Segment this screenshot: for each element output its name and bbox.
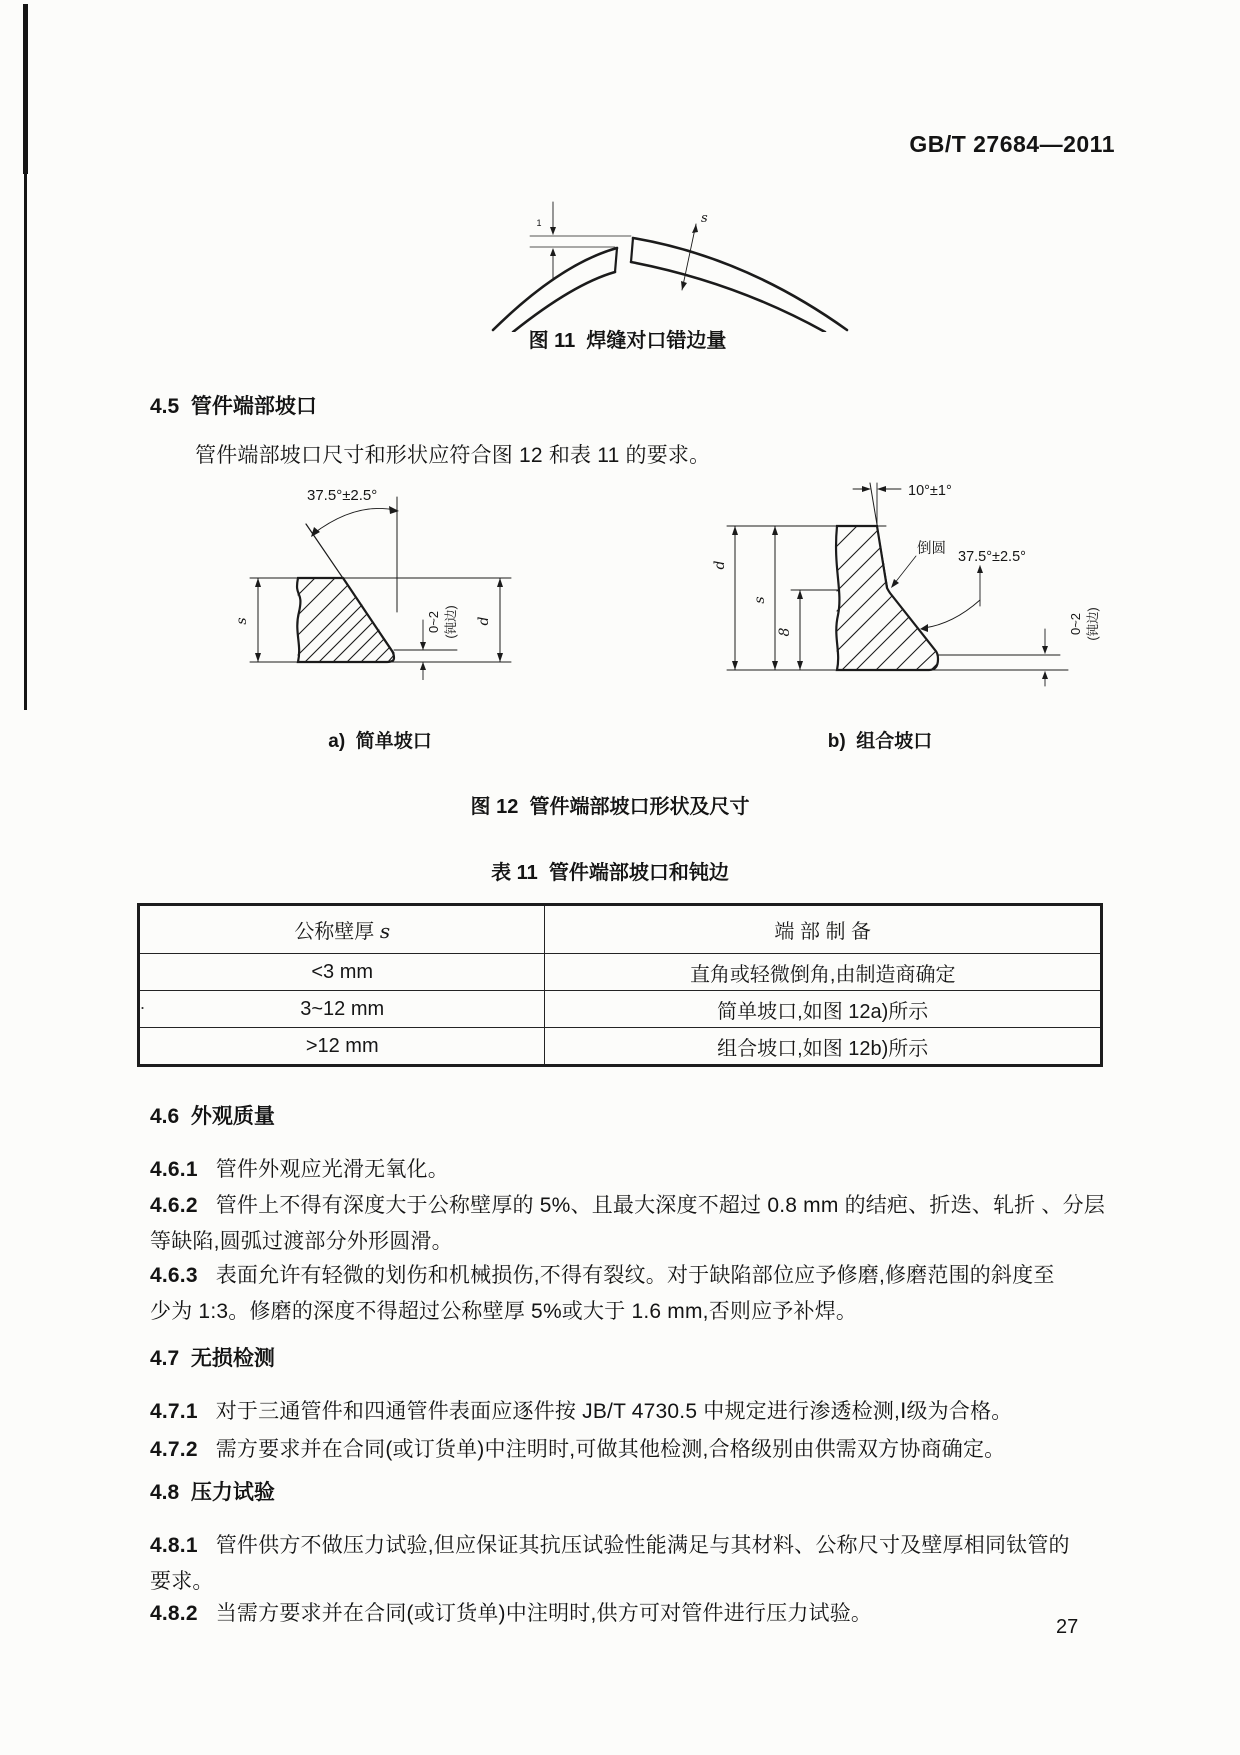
clause-4-6-1 [150, 1152, 1155, 1188]
clause-text: 管件外观应光滑无氧化。 [215, 1158, 449, 1181]
root-face-dim-label: 0~2 [1068, 612, 1083, 636]
figure-11-drawing [455, 182, 855, 332]
simple-bevel-diagram [234, 487, 511, 680]
table-cell: 直角或轻微倒角,由制造商确定 [545, 954, 1102, 991]
clause-text: 需方要求并在合同(或订货单)中注明时,可做其他检测,合格级别由供需双方协商确定。 [215, 1438, 1006, 1461]
table-cell: 3~12 mm [139, 991, 545, 1028]
bevel-angle-label: 37.5°±2.5° [958, 549, 1026, 565]
table-11 [137, 903, 1103, 1067]
stray-scan-mark: . [140, 993, 146, 1013]
clause-number: 4.8.1 [150, 1534, 198, 1557]
section-4-6-heading: 4.6 外观质量 [150, 1105, 275, 1128]
clause-number: 4.7.1 [150, 1400, 198, 1423]
taper-angle-label: 10°±1° [908, 483, 952, 499]
dim-d-label: d [476, 616, 492, 626]
figure-12b-caption: b) 组合坡口 [827, 731, 933, 752]
clause-4-7-2 [150, 1432, 1155, 1468]
clause-4-8-1 [150, 1528, 1155, 1600]
clause-text: 管件上不得有深度大于公称壁厚的 5%、且最大深度不超过 0.8 mm 的结疤、折迭、轧折 、分层 [215, 1194, 1106, 1217]
table-cell: >12 mm [139, 1028, 545, 1066]
page-number: 27 [1056, 1616, 1079, 1638]
table-row [139, 1028, 1102, 1066]
table-cell: 简单坡口,如图 12a)所示 [545, 991, 1102, 1028]
root-face-name-label: (钝边) [444, 605, 458, 639]
table-11-caption: 表 11 管件端部坡口和钝边 [491, 862, 729, 884]
clause-text: 对于三通管件和四通管件表面应逐件按 JB/T 4730.5 中规定进行渗透检测,Ⅰ级为合格。 [215, 1400, 1013, 1423]
dim-s-label: s [234, 617, 250, 625]
table-11-header-row [139, 905, 1102, 954]
clause-text: 等缺陷,圆弧过渡部分外形圆滑。 [150, 1230, 453, 1253]
clause-number: 4.7.2 [150, 1438, 198, 1461]
figure-11-caption: 图 11 焊缝对口错边量 [528, 330, 727, 352]
table-row [139, 991, 1102, 1028]
clause-number: 4.6.3 [150, 1264, 198, 1287]
clause-text: 当需方要求并在合同(或订货单)中注明时,供方可对管件进行压力试验。 [215, 1602, 873, 1625]
clause-text: 少为 1:3。修磨的深度不得超过公称壁厚 5%或大于 1.6 mm,否则应予补焊。 [150, 1300, 858, 1323]
section-4-7-heading: 4.7 无损检测 [150, 1347, 275, 1370]
clause-4-6-2 [150, 1188, 1155, 1260]
figure-12a-caption: a) 简单坡口 [328, 731, 432, 752]
section-4-8-heading: 4.8 压力试验 [150, 1481, 275, 1504]
clause-number: 4.6.2 [150, 1194, 198, 1217]
bevel-angle-label: 37.5°±2.5° [307, 487, 378, 504]
misalignment-dim-label: 1 [536, 218, 542, 228]
dim-s-label: s [752, 596, 768, 604]
table-11-col1-header: 公称壁厚 s [139, 905, 545, 954]
scan-artifact-line-thick [23, 4, 28, 174]
table-cell: 组合坡口,如图 12b)所示 [545, 1028, 1102, 1066]
root-face-dim-label: 0~2 [426, 610, 441, 634]
figure-12b-drawing [628, 428, 1118, 690]
clause-text: 要求。 [150, 1570, 214, 1593]
clause-text: 管件供方不做压力试验,但应保证其抗压试验性能满足与其材料、公称尺寸及壁厚相同钛管的 [215, 1534, 1070, 1557]
clause-4-7-1 [150, 1394, 1155, 1430]
clause-text: 表面允许有轻微的划伤和机械损伤,不得有裂纹。对于缺陷部位应予修磨,修磨范围的斜度至 [215, 1264, 1055, 1287]
section-4-5-body: 管件端部坡口尺寸和形状应符合图 12 和表 11 的要求。 [195, 444, 711, 467]
clause-number: 4.6.1 [150, 1158, 198, 1181]
fillet-label: 倒圆 [917, 541, 946, 557]
clause-4-8-2 [150, 1596, 1155, 1632]
root-face-name-label: (钝边) [1086, 607, 1100, 641]
section-4-5-heading: 4.5 管件端部坡口 [150, 395, 317, 418]
clause-4-6-3 [150, 1258, 1155, 1330]
standard-number: GB/T 27684—2011 [909, 131, 1115, 157]
wall-thickness-dim-label: s [701, 211, 708, 226]
pipe-weld-misalignment-diagram [493, 202, 847, 332]
figure-12-caption: 图 12 管件端部坡口形状及尺寸 [470, 796, 750, 818]
compound-bevel-diagram [712, 483, 1100, 686]
figure-12a-drawing [195, 440, 525, 680]
dim-d-label: d [712, 560, 728, 570]
table-11-col2-header: 端 部 制 备 [545, 905, 1102, 954]
dim-8-label: 8 [777, 627, 793, 637]
table-cell: <3 mm [139, 954, 545, 991]
clause-number: 4.8.2 [150, 1602, 198, 1625]
table-row [139, 954, 1102, 991]
